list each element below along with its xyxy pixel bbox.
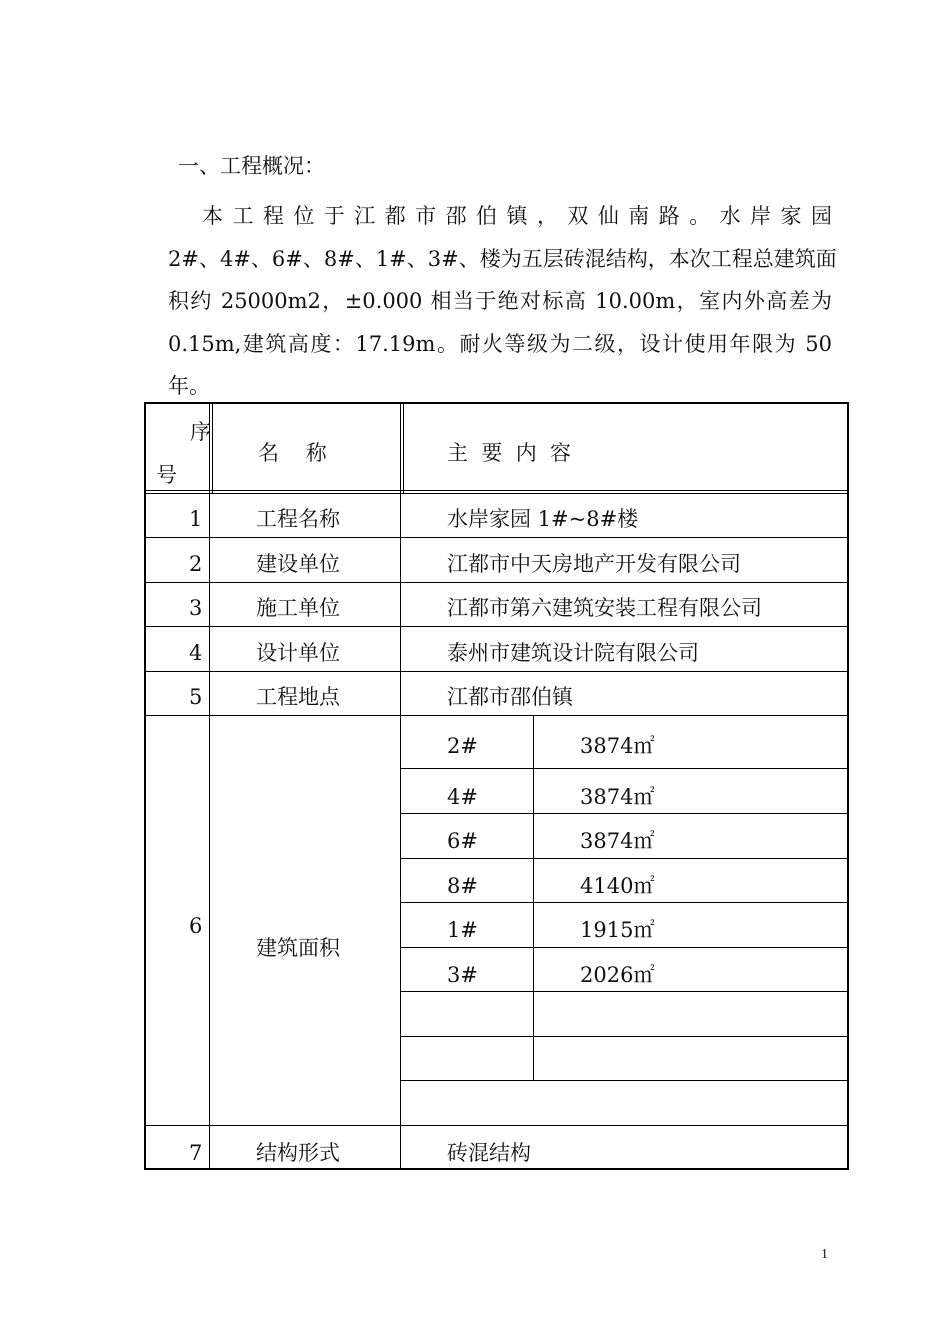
area-value: 1915㎡ (580, 918, 655, 942)
paragraph-line: 0.15m,建筑高度：17.19m。耐火等级为二级，设计使用年限为 50 (168, 331, 832, 356)
area-value: 3874㎡ (580, 785, 655, 809)
header-seq-top: 序 (190, 420, 211, 444)
area-subdivider (533, 716, 534, 1081)
header-divider (144, 493, 849, 494)
row-content: 泰州市建筑设计院有限公司 (447, 641, 699, 665)
table-border-bottom (144, 1168, 849, 1170)
row-divider (144, 537, 849, 538)
page-number: 1 (821, 1247, 828, 1262)
area-row-divider (401, 858, 848, 859)
area-building: 2# (447, 734, 478, 758)
area-row-divider (401, 1080, 848, 1081)
area-row-divider (401, 768, 848, 769)
column-divider (400, 402, 401, 1170)
row-seq: 3 (189, 596, 203, 620)
project-overview-table (144, 402, 849, 1170)
area-building: 3# (447, 963, 478, 987)
paragraph-line: 2#、4#、6#、8#、1#、3#、楼为五层砖混结构，本次工程总建筑面 (168, 246, 837, 271)
header-name: 名 称 (258, 441, 327, 465)
area-row-name: 建筑面积 (256, 936, 340, 960)
header-divider (144, 490, 849, 491)
area-row-divider (401, 1036, 848, 1037)
row-seq: 1 (189, 507, 203, 531)
row-content: 江都市中天房地产开发有限公司 (447, 552, 741, 576)
area-value: 3874㎡ (580, 734, 655, 758)
row-name: 工程名称 (256, 507, 340, 531)
column-divider (212, 402, 213, 494)
row-seq: 2 (189, 552, 203, 576)
row-name: 设计单位 (256, 641, 340, 665)
row-seq: 7 (189, 1141, 203, 1165)
area-row-divider (401, 902, 848, 903)
area-row-divider (401, 813, 848, 814)
header-content: 主 要 内 容 (447, 441, 572, 465)
area-row-divider (401, 947, 848, 948)
row-content: 砖混结构 (447, 1141, 531, 1165)
row-divider (144, 582, 849, 583)
row-divider (144, 671, 849, 672)
area-value: 3874㎡ (580, 829, 655, 853)
area-building: 6# (447, 829, 478, 853)
paragraph-line: 年。 (168, 374, 210, 398)
paragraph-line: 本工程位于江都市邵伯镇，双仙南路。水岸家园 (202, 204, 832, 228)
overview-paragraph (168, 195, 837, 408)
area-row-seq: 6 (189, 914, 203, 938)
row-seq: 4 (189, 641, 203, 665)
table-border-top (144, 402, 849, 404)
table-border-left (144, 402, 146, 1170)
row-content: 江都市邵伯镇 (447, 685, 573, 709)
row-name: 结构形式 (256, 1141, 340, 1165)
row-name: 工程地点 (256, 685, 340, 709)
column-divider (209, 402, 210, 1170)
area-value: 2026㎡ (580, 963, 655, 987)
section-heading: 一、工程概况： (178, 154, 325, 178)
row-seq: 5 (189, 685, 203, 709)
area-building: 1# (447, 918, 478, 942)
header-seq-bottom: 号 (156, 463, 177, 487)
table-border-right (847, 402, 849, 1170)
row-divider (144, 626, 849, 627)
row-name: 施工单位 (256, 596, 340, 620)
area-value: 4140㎡ (580, 874, 655, 898)
row-divider (144, 715, 849, 716)
paragraph-line: 积约 25000m2，±0.000 相当于绝对标高 10.00m，室内外高差为 (168, 289, 832, 313)
row-divider (144, 1125, 849, 1126)
area-building: 8# (447, 874, 478, 898)
area-building: 4# (447, 785, 478, 809)
row-content: 江都市第六建筑安装工程有限公司 (447, 596, 762, 620)
row-name: 建设单位 (256, 552, 340, 576)
area-row-divider (401, 991, 848, 992)
column-divider (403, 402, 404, 494)
row-content: 水岸家园 1#~8#楼 (447, 507, 639, 531)
